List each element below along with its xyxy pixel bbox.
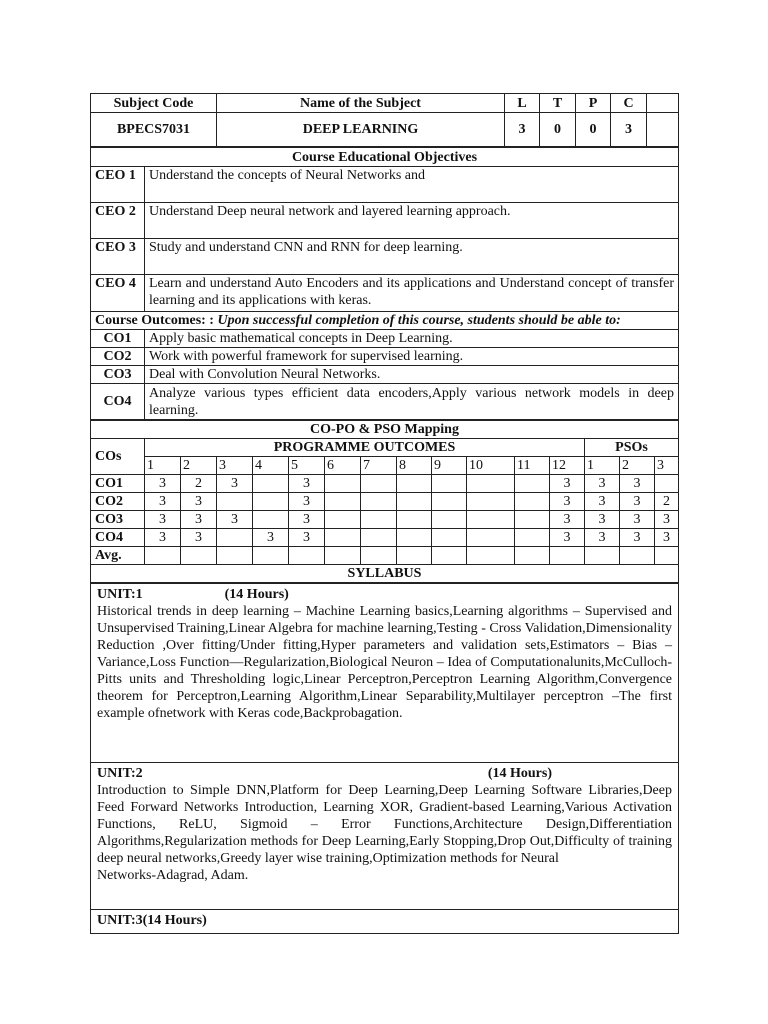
mapping-cell (361, 493, 397, 511)
unit-2-hours: (14 Hours) (487, 766, 552, 781)
mapping-cell (432, 493, 467, 511)
mapping-cell: 3 (289, 493, 325, 511)
ceo-title: Course Educational Objectives (91, 148, 679, 167)
mapping-cell (550, 547, 585, 565)
pso-number: 2 (620, 457, 655, 475)
mapping-cell (515, 493, 550, 511)
mapping-cell (397, 493, 432, 511)
course-document (90, 93, 679, 934)
mapping-cell (325, 493, 361, 511)
mapping-cell: 3 (585, 529, 620, 547)
mapping-cell: 3 (253, 529, 289, 547)
mapping-cell: 3 (550, 511, 585, 529)
po-number: 12 (550, 457, 585, 475)
unit-2-label: UNIT:2 (97, 766, 143, 781)
mapping-cell (655, 547, 679, 565)
mapping-row (91, 493, 679, 511)
co-text: Analyze various types efficient data encoders,Apply various network models in deep learning. (145, 384, 679, 420)
po-number: 8 (397, 457, 432, 475)
po-number: 10 (467, 457, 515, 475)
l-label: L (505, 94, 540, 113)
mapping-cell (515, 529, 550, 547)
mapping-cell (467, 475, 515, 493)
mapping-cell (432, 511, 467, 529)
mapping-cell: 2 (181, 475, 217, 493)
mapping-row-label: CO2 (91, 493, 145, 511)
mapping-cell: 3 (655, 511, 679, 529)
co-title (91, 312, 679, 330)
po-number: 6 (325, 457, 361, 475)
mapping-cell: 3 (289, 475, 325, 493)
po-number: 2 (181, 457, 217, 475)
mapping-cell (145, 547, 181, 565)
co-po-mapping-table (90, 420, 679, 583)
mapping-cell (397, 475, 432, 493)
objectives-table (90, 147, 679, 420)
mapping-cell (515, 547, 550, 565)
mapping-cell (253, 493, 289, 511)
unit-2 (91, 763, 679, 910)
po-number: 1 (145, 457, 181, 475)
subject-code-label: Subject Code (91, 94, 217, 113)
mapping-row (91, 475, 679, 493)
ceo-text: Study and understand CNN and RNN for deep learning. (145, 239, 679, 275)
mapping-cell (467, 493, 515, 511)
mapping-cell (181, 547, 217, 565)
mapping-cell (467, 547, 515, 565)
mapping-cell: 3 (585, 475, 620, 493)
subject-name: DEEP LEARNING (217, 113, 505, 147)
co-title-bold: Course Outcomes: : (95, 313, 214, 328)
subject-code: BPECS7031 (91, 113, 217, 147)
mapping-row (91, 511, 679, 529)
mapping-cell: 3 (620, 475, 655, 493)
mapping-row-label: CO1 (91, 475, 145, 493)
unit-1-label: UNIT:1 (97, 587, 143, 602)
mapping-cell (361, 511, 397, 529)
mapping-cell (432, 475, 467, 493)
co-label: CO3 (91, 366, 145, 384)
mapping-cell (432, 547, 467, 565)
mapping-title: CO-PO & PSO Mapping (91, 421, 679, 439)
mapping-rows (91, 475, 679, 565)
ceo-label: CEO 3 (91, 239, 145, 275)
mapping-cell: 3 (620, 493, 655, 511)
mapping-cell: 3 (289, 511, 325, 529)
mapping-cell: 3 (620, 529, 655, 547)
mapping-cell (397, 547, 432, 565)
unit-3-label: UNIT:3(14 Hours) (91, 910, 679, 934)
ceo-label: CEO 2 (91, 203, 145, 239)
po-number: 4 (253, 457, 289, 475)
mapping-cell (217, 529, 253, 547)
unit-1-hours: (14 Hours) (224, 587, 289, 602)
co-label: CO4 (91, 384, 145, 420)
mapping-row-label: Avg. (91, 547, 145, 565)
co-label: CO1 (91, 330, 145, 348)
mapping-cell: 3 (145, 529, 181, 547)
mapping-cell (620, 547, 655, 565)
mapping-cell: 3 (585, 493, 620, 511)
mapping-cell: 3 (181, 493, 217, 511)
mapping-cell (325, 475, 361, 493)
cos-header: COs (91, 439, 145, 475)
syllabus-table (90, 583, 679, 934)
mapping-cell: 3 (550, 493, 585, 511)
po-number: 7 (361, 457, 397, 475)
ceo-text: Learn and understand Auto Encoders and its applications and Understand concept of transfer learning and its applications with keras. (145, 275, 679, 312)
po-header: PROGRAMME OUTCOMES (145, 439, 585, 457)
mapping-cell (361, 475, 397, 493)
mapping-cell: 3 (217, 475, 253, 493)
mapping-cell: 3 (550, 529, 585, 547)
co-title-italic: Upon successful completion of this course, students should be able to: (217, 313, 621, 328)
mapping-cell: 2 (655, 493, 679, 511)
t-label: T (540, 94, 576, 113)
p-value: 0 (576, 113, 611, 147)
ceo-text: Understand Deep neural network and layered learning approach. (145, 203, 679, 239)
mapping-cell (325, 547, 361, 565)
po-number: 3 (217, 457, 253, 475)
co-label: CO2 (91, 348, 145, 366)
mapping-cell (467, 511, 515, 529)
c-label: C (611, 94, 647, 113)
mapping-cell (325, 511, 361, 529)
mapping-cell: 3 (145, 475, 181, 493)
mapping-cell (655, 475, 679, 493)
c-value: 3 (611, 113, 647, 147)
ceo-label: CEO 1 (91, 167, 145, 203)
mapping-cell: 3 (289, 529, 325, 547)
co-text: Deal with Convolution Neural Networks. (145, 366, 679, 384)
mapping-cell: 3 (181, 529, 217, 547)
mapping-cell: 3 (181, 511, 217, 529)
mapping-cell (397, 529, 432, 547)
pso-number: 3 (655, 457, 679, 475)
mapping-cell (432, 529, 467, 547)
unit-1 (91, 584, 679, 763)
po-number: 11 (515, 457, 550, 475)
mapping-cell (515, 511, 550, 529)
mapping-cell: 3 (550, 475, 585, 493)
mapping-cell: 3 (620, 511, 655, 529)
unit-2-content-end: Networks-Adagrad, Adam. (97, 868, 249, 883)
po-number: 5 (289, 457, 325, 475)
mapping-cell (361, 547, 397, 565)
mapping-row-label: CO3 (91, 511, 145, 529)
mapping-cell (289, 547, 325, 565)
syllabus-title: SYLLABUS (91, 565, 679, 583)
ceo-text: Understand the concepts of Neural Networks and (145, 167, 679, 203)
pso-number: 1 (585, 457, 620, 475)
unit-1-content: Historical trends in deep learning – Machine Learning basics,Learning algorithms – Supervised and Unsupervised Training,Linear Algebra for machine learning,Testing - Cross Validation,Dimensionality Reduction ,Over fitting/Under fitting,Hyper parameters and validation sets,Estimators – Bias – Variance,Loss Function—Regularization,Biological Neuron – Idea of Computationalunits,McCulloch-Pitts units and Thresholding logic,Linear Perceptron,Perceptron Learning Algorithm,Convergence theorem for Perceptron,Learning Algorithm,Linear Separability,Multilayer perceptron –The first example ofnetwork with Keras code,Backprobagation. (97, 604, 672, 721)
p-label: P (576, 94, 611, 113)
mapping-cell (325, 529, 361, 547)
mapping-cell (253, 511, 289, 529)
mapping-cell: 3 (145, 493, 181, 511)
mapping-cell (585, 547, 620, 565)
mapping-cell (397, 511, 432, 529)
mapping-cell: 3 (217, 511, 253, 529)
l-value: 3 (505, 113, 540, 147)
subject-name-label: Name of the Subject (217, 94, 505, 113)
mapping-cell: 3 (145, 511, 181, 529)
ceo-label: CEO 4 (91, 275, 145, 312)
mapping-cell (253, 547, 289, 565)
subject-header-table (90, 93, 679, 147)
t-value: 0 (540, 113, 576, 147)
po-number: 9 (432, 457, 467, 475)
unit-2-content: Introduction to Simple DNN,Platform for Deep Learning,Deep Learning Software Libraries,Deep Feed Forward Networks Introduction, Learning XOR, Gradient-based Learning,Various Activation Functions, ReLU, Sigmoid – Error Functions,Architecture Design,Differentiation Algorithms,Regularization methods for Deep Learning,Early Stopping,Drop Out,Difficulty of training deep neural networks,Greedy layer wise training,Optimization methods for Neural (97, 783, 672, 866)
mapping-row (91, 547, 679, 565)
mapping-cell (217, 493, 253, 511)
mapping-cell (217, 547, 253, 565)
mapping-cell (253, 475, 289, 493)
mapping-cell (467, 529, 515, 547)
mapping-row-label: CO4 (91, 529, 145, 547)
pso-header: PSOs (585, 439, 679, 457)
co-text: Apply basic mathematical concepts in Deep Learning. (145, 330, 679, 348)
mapping-cell: 3 (585, 511, 620, 529)
mapping-cell: 3 (655, 529, 679, 547)
mapping-cell (361, 529, 397, 547)
mapping-cell (515, 475, 550, 493)
co-text: Work with powerful framework for supervised learning. (145, 348, 679, 366)
mapping-row (91, 529, 679, 547)
